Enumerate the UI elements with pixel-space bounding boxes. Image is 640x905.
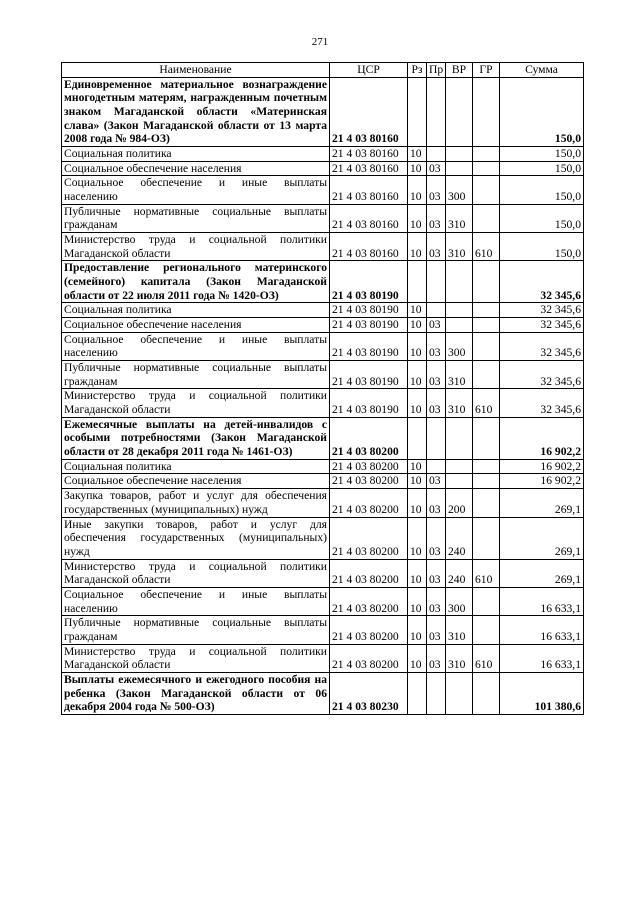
cell-pr: 03 xyxy=(427,474,446,489)
cell-sum: 32 345,6 xyxy=(500,261,584,303)
cell-sum: 150,0 xyxy=(500,147,584,162)
table-row xyxy=(62,147,584,162)
cell-gr: 610 xyxy=(473,559,500,587)
cell-pr xyxy=(427,147,446,162)
header-gr: ГР xyxy=(473,63,500,78)
table-row xyxy=(62,587,584,615)
header-csr: ЦСР xyxy=(330,63,408,78)
cell-gr: 610 xyxy=(473,644,500,672)
cell-rz: 10 xyxy=(408,389,427,417)
cell-pr: 03 xyxy=(427,389,446,417)
cell-vr: 300 xyxy=(446,332,473,360)
cell-sum: 269,1 xyxy=(500,517,584,559)
table-row xyxy=(62,474,584,489)
cell-name: Единовременное материальное вознаграждение многодетным матерям, награжденным почетным знаком Магаданской области «Материнская слава» (Закон Магаданской области от 13 марта 2008 года № 984-ОЗ) xyxy=(62,77,330,146)
cell-gr xyxy=(473,261,500,303)
cell-csr: 21 4 03 80190 xyxy=(330,318,408,333)
cell-pr: 03 xyxy=(427,517,446,559)
cell-gr xyxy=(473,147,500,162)
cell-vr xyxy=(446,303,473,318)
cell-gr xyxy=(473,616,500,644)
table-header-row xyxy=(62,63,584,78)
cell-csr: 21 4 03 80160 xyxy=(330,176,408,204)
cell-name: Социальное обеспечение и иные выплаты населению xyxy=(62,587,330,615)
cell-sum: 16 902,2 xyxy=(500,459,584,474)
table-row xyxy=(62,417,584,459)
table-row xyxy=(62,459,584,474)
cell-rz: 10 xyxy=(408,161,427,176)
cell-sum: 150,0 xyxy=(500,77,584,146)
cell-vr: 200 xyxy=(446,489,473,517)
cell-vr: 300 xyxy=(446,587,473,615)
cell-rz: 10 xyxy=(408,559,427,587)
cell-vr: 310 xyxy=(446,616,473,644)
table-row xyxy=(62,303,584,318)
table-row xyxy=(62,332,584,360)
table-row xyxy=(62,176,584,204)
cell-vr: 300 xyxy=(446,176,473,204)
cell-name: Министерство труда и социальной политики Магаданской области xyxy=(62,389,330,417)
cell-pr: 03 xyxy=(427,616,446,644)
cell-gr xyxy=(473,672,500,714)
cell-csr: 21 4 03 80160 xyxy=(330,147,408,162)
cell-gr xyxy=(473,161,500,176)
table-row xyxy=(62,318,584,333)
cell-csr: 21 4 03 80200 xyxy=(330,587,408,615)
cell-vr xyxy=(446,459,473,474)
cell-rz xyxy=(408,672,427,714)
cell-vr: 310 xyxy=(446,644,473,672)
header-rz: Рз xyxy=(408,63,427,78)
cell-name: Социальная политика xyxy=(62,303,330,318)
header-name: Наименование xyxy=(62,63,330,78)
cell-pr: 03 xyxy=(427,318,446,333)
cell-pr: 03 xyxy=(427,161,446,176)
cell-csr: 21 4 03 80200 xyxy=(330,559,408,587)
cell-csr: 21 4 03 80200 xyxy=(330,474,408,489)
cell-sum: 101 380,6 xyxy=(500,672,584,714)
header-pr: Пр xyxy=(427,63,446,78)
cell-csr: 21 4 03 80190 xyxy=(330,332,408,360)
cell-csr: 21 4 03 80230 xyxy=(330,672,408,714)
table-row xyxy=(62,204,584,232)
cell-rz: 10 xyxy=(408,517,427,559)
cell-name: Социальное обеспечение населения xyxy=(62,318,330,333)
cell-vr: 240 xyxy=(446,559,473,587)
budget-table xyxy=(61,62,584,715)
cell-pr xyxy=(427,672,446,714)
cell-csr: 21 4 03 80200 xyxy=(330,417,408,459)
cell-vr xyxy=(446,474,473,489)
cell-rz xyxy=(408,77,427,146)
cell-rz: 10 xyxy=(408,474,427,489)
table-row xyxy=(62,616,584,644)
header-vr: ВР xyxy=(446,63,473,78)
table-row xyxy=(62,77,584,146)
cell-vr xyxy=(446,77,473,146)
page-number: 271 xyxy=(311,36,329,48)
cell-rz: 10 xyxy=(408,233,427,261)
cell-gr xyxy=(473,318,500,333)
cell-sum: 32 345,6 xyxy=(500,361,584,389)
cell-rz: 10 xyxy=(408,176,427,204)
cell-csr: 21 4 03 80160 xyxy=(330,161,408,176)
cell-csr: 21 4 03 80160 xyxy=(330,204,408,232)
cell-name: Социальное обеспечение населения xyxy=(62,161,330,176)
cell-name: Публичные нормативные социальные выплаты гражданам xyxy=(62,204,330,232)
cell-rz: 10 xyxy=(408,332,427,360)
cell-rz: 10 xyxy=(408,303,427,318)
cell-pr: 03 xyxy=(427,332,446,360)
cell-name: Министерство труда и социальной политики Магаданской области xyxy=(62,233,330,261)
cell-gr xyxy=(473,204,500,232)
cell-sum: 32 345,6 xyxy=(500,303,584,318)
cell-name: Публичные нормативные социальные выплаты гражданам xyxy=(62,616,330,644)
table-row xyxy=(62,559,584,587)
cell-vr xyxy=(446,261,473,303)
table-row xyxy=(62,233,584,261)
cell-pr: 03 xyxy=(427,233,446,261)
cell-pr: 03 xyxy=(427,559,446,587)
table-row xyxy=(62,489,584,517)
cell-sum: 150,0 xyxy=(500,204,584,232)
cell-name: Министерство труда и социальной политики Магаданской области xyxy=(62,644,330,672)
cell-gr xyxy=(473,361,500,389)
cell-pr xyxy=(427,303,446,318)
cell-vr: 310 xyxy=(446,361,473,389)
cell-pr xyxy=(427,261,446,303)
cell-gr xyxy=(473,489,500,517)
cell-csr: 21 4 03 80160 xyxy=(330,233,408,261)
table-row xyxy=(62,517,584,559)
cell-sum: 32 345,6 xyxy=(500,318,584,333)
table-row xyxy=(62,161,584,176)
cell-sum: 16 633,1 xyxy=(500,616,584,644)
table-row xyxy=(62,389,584,417)
cell-rz: 10 xyxy=(408,361,427,389)
cell-csr: 21 4 03 80190 xyxy=(330,389,408,417)
cell-pr xyxy=(427,459,446,474)
table-row xyxy=(62,361,584,389)
cell-csr: 21 4 03 80190 xyxy=(330,303,408,318)
cell-pr: 03 xyxy=(427,644,446,672)
cell-gr: 610 xyxy=(473,233,500,261)
cell-csr: 21 4 03 80200 xyxy=(330,616,408,644)
cell-csr: 21 4 03 80160 xyxy=(330,77,408,146)
cell-rz: 10 xyxy=(408,459,427,474)
cell-sum: 269,1 xyxy=(500,559,584,587)
cell-vr: 310 xyxy=(446,233,473,261)
cell-name: Социальное обеспечение населения xyxy=(62,474,330,489)
cell-name: Закупка товаров, работ и услуг для обеспечения государственных (муниципальных) нужд xyxy=(62,489,330,517)
cell-name: Предоставление регионального материнского (семейного) капитала (Закон Магаданской области от 22 июля 2011 года № 1420-ОЗ) xyxy=(62,261,330,303)
cell-vr xyxy=(446,318,473,333)
table-row xyxy=(62,644,584,672)
cell-sum: 16 902,2 xyxy=(500,417,584,459)
cell-name: Выплаты ежемесячного и ежегодного пособия на ребенка (Закон Магаданской области от 06 декабря 2004 года № 500-ОЗ) xyxy=(62,672,330,714)
cell-csr: 21 4 03 80200 xyxy=(330,644,408,672)
cell-name: Публичные нормативные социальные выплаты гражданам xyxy=(62,361,330,389)
cell-rz: 10 xyxy=(408,587,427,615)
cell-name: Социальная политика xyxy=(62,459,330,474)
cell-gr xyxy=(473,474,500,489)
table-row xyxy=(62,672,584,714)
table-row xyxy=(62,261,584,303)
cell-vr: 240 xyxy=(446,517,473,559)
cell-rz: 10 xyxy=(408,204,427,232)
cell-vr xyxy=(446,147,473,162)
cell-vr xyxy=(446,417,473,459)
cell-gr xyxy=(473,303,500,318)
cell-sum: 16 902,2 xyxy=(500,474,584,489)
cell-csr: 21 4 03 80200 xyxy=(330,459,408,474)
cell-sum: 32 345,6 xyxy=(500,332,584,360)
cell-sum: 150,0 xyxy=(500,233,584,261)
cell-pr xyxy=(427,77,446,146)
cell-name: Социальное обеспечение и иные выплаты населению xyxy=(62,176,330,204)
cell-pr xyxy=(427,417,446,459)
cell-sum: 150,0 xyxy=(500,161,584,176)
cell-csr: 21 4 03 80190 xyxy=(330,361,408,389)
header-sum: Сумма xyxy=(500,63,584,78)
cell-sum: 269,1 xyxy=(500,489,584,517)
cell-name: Социальная политика xyxy=(62,147,330,162)
cell-sum: 150,0 xyxy=(500,176,584,204)
cell-rz: 10 xyxy=(408,616,427,644)
cell-gr xyxy=(473,459,500,474)
cell-rz: 10 xyxy=(408,147,427,162)
cell-gr xyxy=(473,176,500,204)
cell-pr: 03 xyxy=(427,361,446,389)
cell-gr xyxy=(473,417,500,459)
cell-pr: 03 xyxy=(427,204,446,232)
cell-rz xyxy=(408,261,427,303)
cell-csr: 21 4 03 80190 xyxy=(330,261,408,303)
cell-name: Социальное обеспечение и иные выплаты населению xyxy=(62,332,330,360)
cell-name: Министерство труда и социальной политики Магаданской области xyxy=(62,559,330,587)
cell-gr xyxy=(473,332,500,360)
cell-csr: 21 4 03 80200 xyxy=(330,489,408,517)
cell-csr: 21 4 03 80200 xyxy=(330,517,408,559)
cell-pr: 03 xyxy=(427,176,446,204)
cell-sum: 32 345,6 xyxy=(500,389,584,417)
cell-sum: 16 633,1 xyxy=(500,587,584,615)
cell-name: Ежемесячные выплаты на детей-инвалидов с особыми потребностями (Закон Магаданской области от 28 декабря 2011 года № 1461-ОЗ) xyxy=(62,417,330,459)
cell-vr: 310 xyxy=(446,389,473,417)
cell-vr: 310 xyxy=(446,204,473,232)
cell-name: Иные закупки товаров, работ и услуг для обеспечения государственных (муниципальных) нужд xyxy=(62,517,330,559)
cell-pr: 03 xyxy=(427,489,446,517)
cell-rz: 10 xyxy=(408,489,427,517)
cell-rz: 10 xyxy=(408,644,427,672)
cell-gr xyxy=(473,77,500,146)
cell-pr: 03 xyxy=(427,587,446,615)
cell-gr xyxy=(473,517,500,559)
cell-gr xyxy=(473,587,500,615)
cell-sum: 16 633,1 xyxy=(500,644,584,672)
cell-gr: 610 xyxy=(473,389,500,417)
cell-rz: 10 xyxy=(408,318,427,333)
cell-vr xyxy=(446,672,473,714)
cell-vr xyxy=(446,161,473,176)
cell-rz xyxy=(408,417,427,459)
